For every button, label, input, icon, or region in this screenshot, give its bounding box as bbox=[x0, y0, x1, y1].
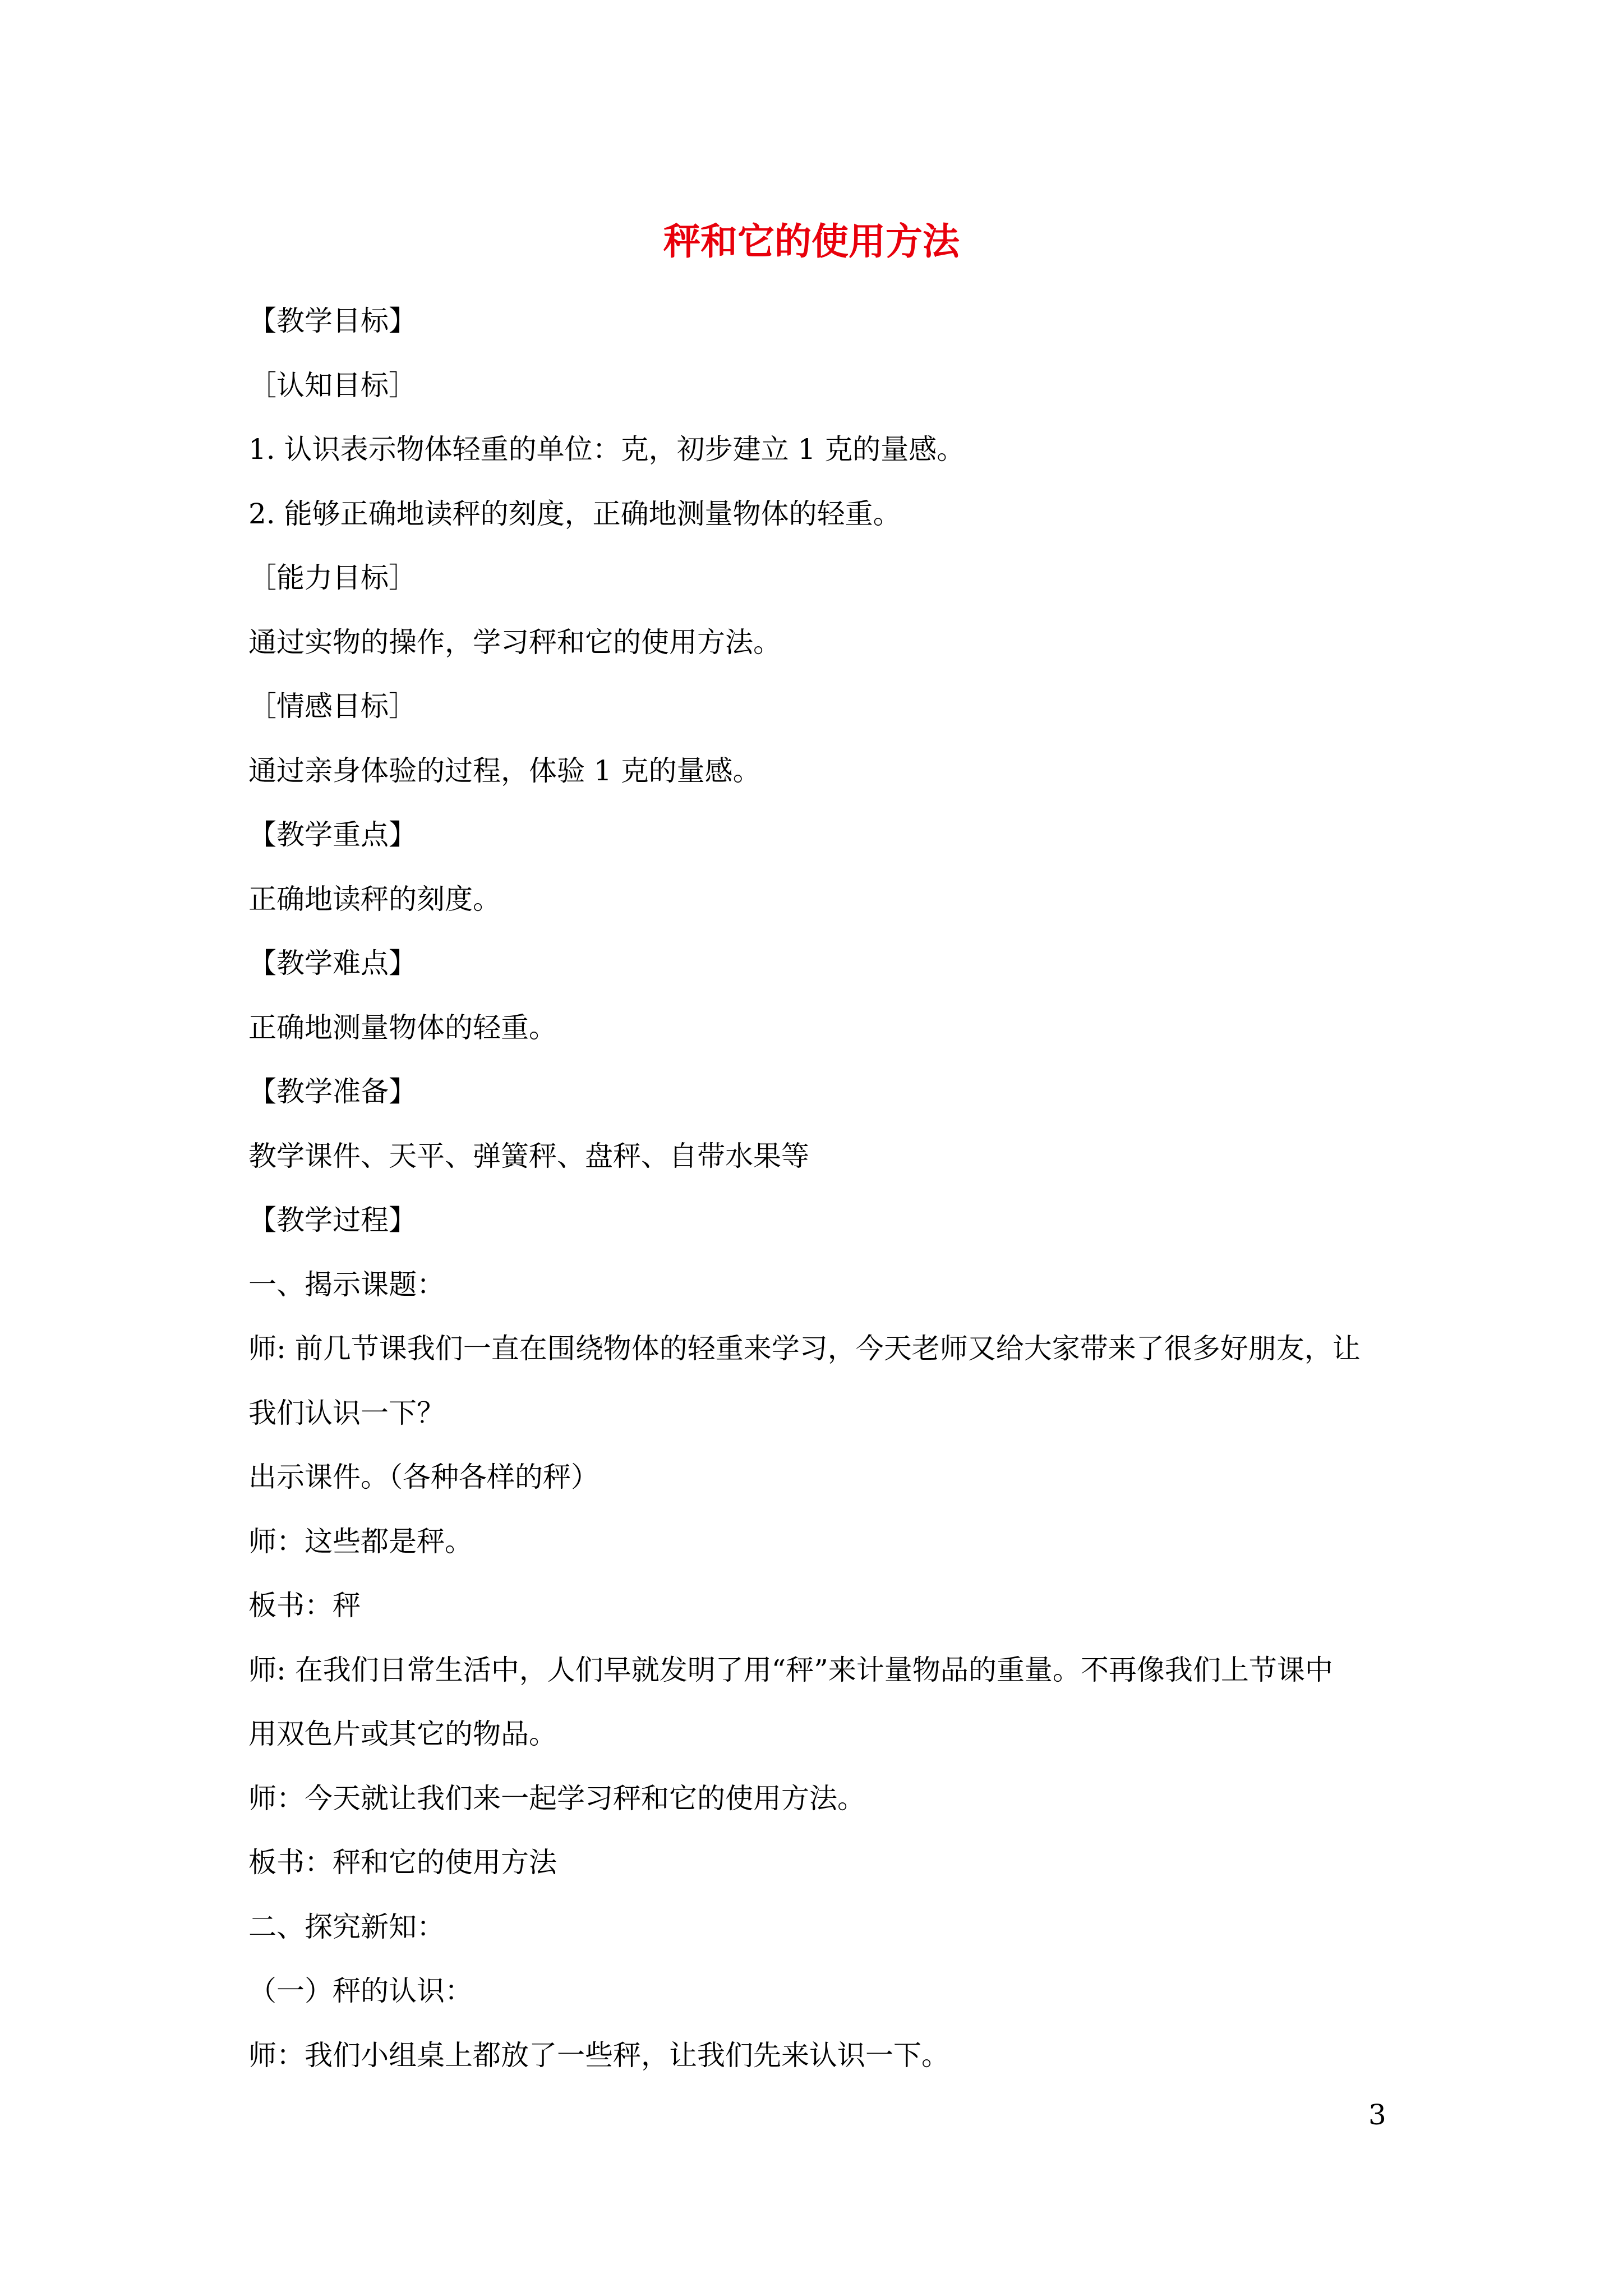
paragraph: （一）秤的认识： bbox=[248, 1975, 473, 2007]
document-title: 秤和它的使用方法 bbox=[663, 219, 960, 263]
paragraph: 板书：秤和它的使用方法 bbox=[248, 1846, 557, 1879]
paragraph: 一、揭示课题： bbox=[248, 1268, 445, 1301]
paragraph: 教学课件、天平、弹簧秤、盘秤、自带水果等 bbox=[248, 1139, 809, 1172]
section-heading-preparation: 【教学准备】 bbox=[248, 1075, 417, 1108]
paragraph: 正确地读秤的刻度。 bbox=[248, 882, 501, 915]
subheading-cognitive-goals: ［认知目标］ bbox=[248, 369, 417, 402]
paragraph: 通过实物的操作，学习秤和它的使用方法。 bbox=[248, 625, 781, 659]
paragraph: 1. 认识表示物体轻重的单位：克，初步建立 1 克的量感。 bbox=[248, 433, 965, 466]
paragraph: 师：我们小组桌上都放了一些秤，让我们先来认识一下。 bbox=[248, 2039, 949, 2072]
paragraph: 正确地测量物体的轻重。 bbox=[248, 1011, 557, 1044]
section-heading-key-points: 【教学重点】 bbox=[248, 818, 417, 851]
section-heading-teaching-goals: 【教学目标】 bbox=[248, 305, 417, 337]
document-body bbox=[248, 289, 1387, 2087]
paragraph: 师：这些都是秤。 bbox=[248, 1525, 473, 1558]
subheading-ability-goals: ［能力目标］ bbox=[248, 562, 417, 594]
section-heading-difficulties: 【教学难点】 bbox=[248, 947, 417, 979]
section-heading-process: 【教学过程】 bbox=[248, 1204, 417, 1236]
paragraph: 板书：秤 bbox=[248, 1589, 361, 1622]
paragraph: 师: 前几节课我们一直在围绕物体的轻重来学习，今天老师又给大家带来了很多好朋友，让 bbox=[248, 1332, 1361, 1365]
subheading-emotional-goals: ［情感目标］ bbox=[248, 690, 417, 723]
page-number: 3 bbox=[1368, 2099, 1386, 2131]
paragraph: 师: 在我们日常生活中，人们早就发明了用“秤”来计量物品的重量。不再像我们上节课中 bbox=[248, 1653, 1333, 1686]
paragraph: 师：今天就让我们来一起学习秤和它的使用方法。 bbox=[248, 1782, 865, 1815]
paragraph: 二、探究新知： bbox=[248, 1910, 445, 1943]
paragraph: 用双色片或其它的物品。 bbox=[248, 1718, 557, 1750]
paragraph: 通过亲身体验的过程，体验 1 克的量感。 bbox=[248, 754, 761, 787]
paragraph: 出示课件。（各种各样的秤） bbox=[248, 1461, 599, 1493]
paragraph: 2. 能够正确地读秤的刻度，正确地测量物体的轻重。 bbox=[248, 497, 901, 530]
paragraph: 我们认识一下？ bbox=[248, 1396, 445, 1429]
